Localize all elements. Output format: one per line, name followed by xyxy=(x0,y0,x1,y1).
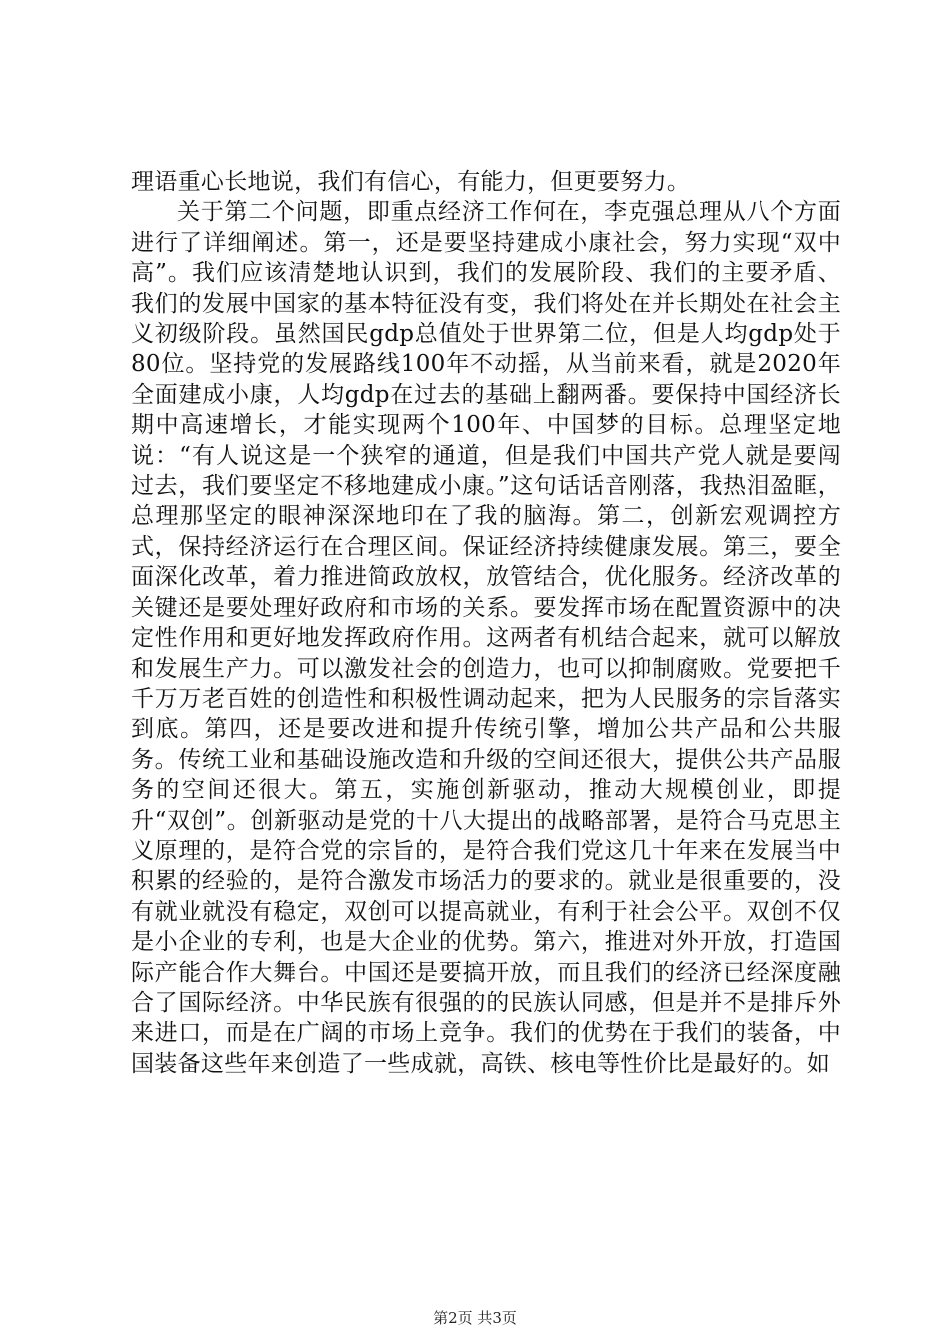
paragraph-second-issue: 关于第二个问题，即重点经济工作何在，李克强总理从八个方面进行了详细阐述。第一，还是要坚持建成小康社会，努力实现“双中高”。我们应该清楚地认识到，我们的发展阶段、我们的主要矛盾、我们的发展中国家的基本特征没有变，我们将处在并长期处在社会主义初级阶段。虽然国民gdp总值处于世界第二位，但是人均gdp处于80位。坚持党的发展路线100年不动摇，从当前来看，就是2020年全面建成小康，人均gdp在过去的基础上翻两番。要保持中国经济长期中高速增长，才能实现两个100年、中国梦的目标。总理坚定地说：“有人说这是一个狭窄的通道，但是我们中国共产党人就是要闯过去，我们要坚定不移地建成小康。”这句话话音刚落，我热泪盈眶，总理那坚定的眼神深深地印在了我的脑海。第二，创新宏观调控方式，保持经济运行在合理区间。保证经济持续健康发展。第三，要全面深化改革，着力推进简政放权，放管结合，优化服务。经济改革的关键还是要处理好政府和市场的关系。要发挥市场在配置资源中的决定性作用和更好地发挥政府作用。这两者有机结合起来，就可以解放和发展生产力。可以激发社会的创造力，也可以抑制腐败。党要把千千万万老百姓的创造性和积极性调动起来，把为人民服务的宗旨落实到底。第四，还是要改进和提升传统引擎，增加公共产品和公共服务。传统工业和基础设施改造和升级的空间还很大，提供公共产品服务的空间还很大。第五，实施创新驱动，推动大规模创业，即提升“双创”。创新驱动是党的十八大提出的战略部署，是符合马克思主义原理的，是符合党的宗旨的，是符合我们党这几十年来在发展当中积累的经验的，是符合激发市场活力的要求的。就业是很重要的，没有就业就没有稳定，双创可以提高就业，有利于社会公平。双创不仅是小企业的专利，也是大企业的优势。第六，推进对外开放，打造国际产能合作大舞台。中国还是要搞开放，而且我们的经济已经深度融合了国际经济。中华民族有很强的的民族认同感，但是并不是排斥外来进口，而是在广阔的市场上竞争。我们的优势在于我们的装备，中国装备这些年来创造了一些成就，高铁、核电等性价比是最好的。如 xyxy=(131,199,841,1077)
page-footer: 第2页 共3页 xyxy=(433,1309,517,1327)
paragraph-continued: 理语重心长地说，我们有信心，有能力，但更要努力。 xyxy=(131,169,691,195)
document-body xyxy=(131,167,841,1079)
